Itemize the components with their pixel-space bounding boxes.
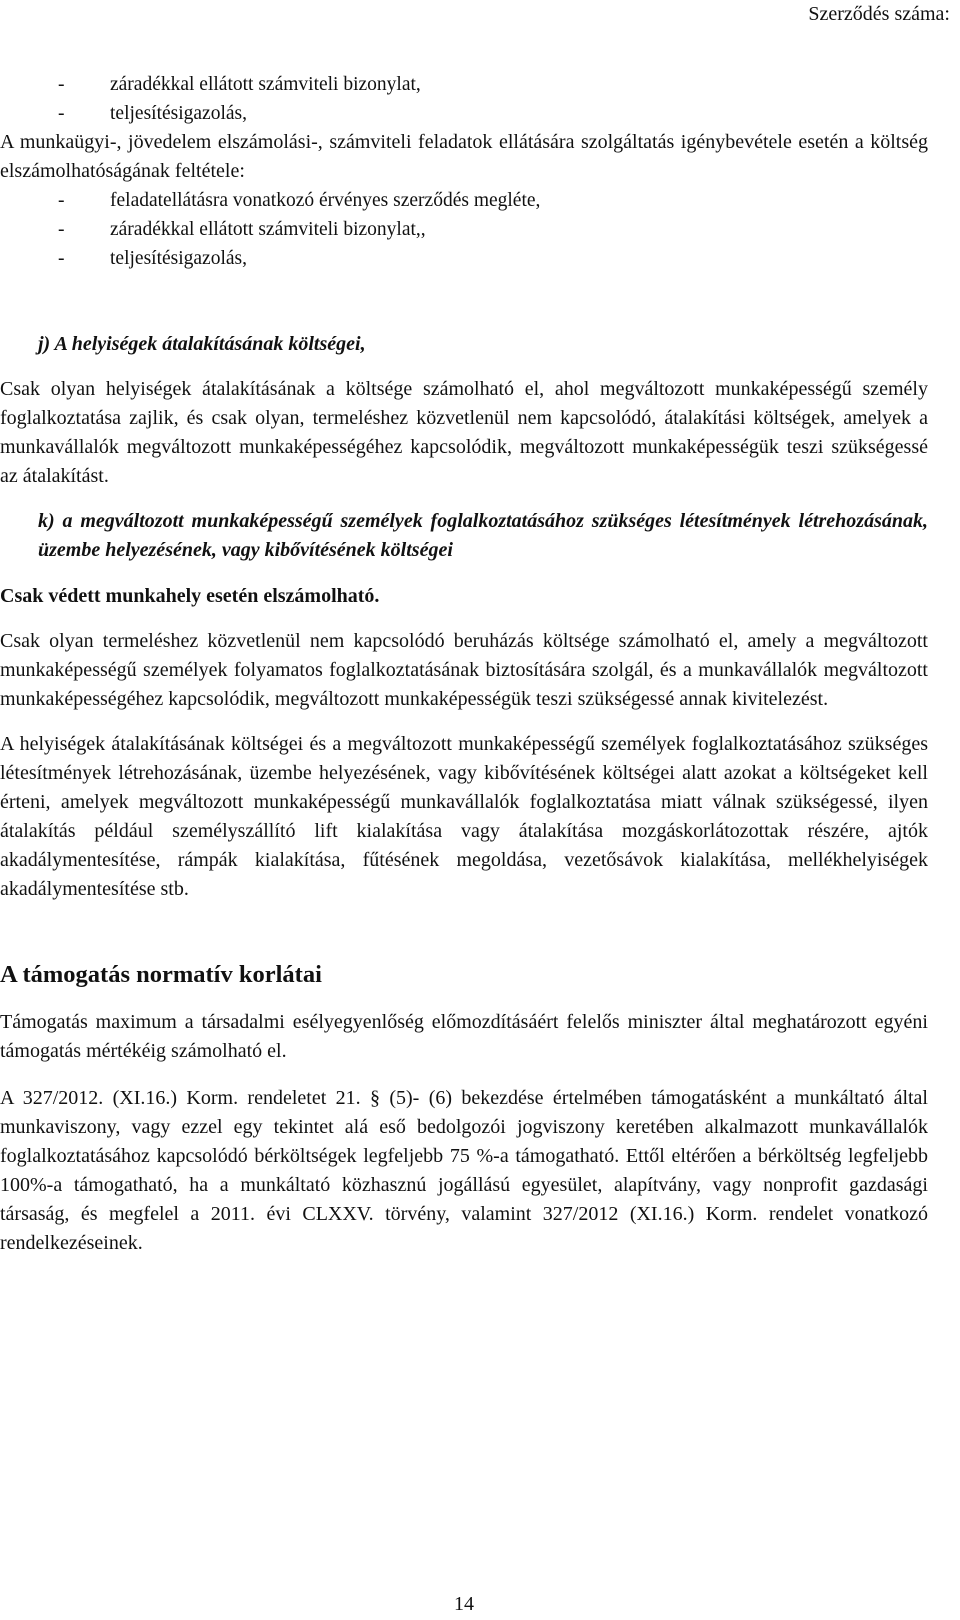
section-k-heading: k) a megváltozott munkaképességű személyek foglalkoztatásához szükséges létesítmények létrehozásának, üzembe helyezésének, vagy kibővítésének költségei <box>38 510 928 561</box>
list-item: - záradékkal ellátott számviteli bizonylat, <box>58 74 421 95</box>
section-limits-paragraph-1: Támogatás maximum a társadalmi esélyegyenlőség előmozdításáért felelős miniszter által meghatározott egyéni támogatás mértékéig számolható el. <box>0 1011 928 1062</box>
section-j-heading: j) A helyiségek átalakításának költségei, <box>38 333 366 355</box>
paragraph-munkaugyi: A munkaügyi-, jövedelem elszámolási-, számviteli feladatok ellátására szolgáltatás igénybevétele esetén a költség elszámolhatóságának feltétele: <box>0 131 928 182</box>
section-k-note: Csak védett munkahely esetén elszámolható. <box>0 585 380 607</box>
contract-number-label: Szerződés száma: <box>808 3 950 25</box>
section-k-paragraph-1: Csak olyan termeléshez közvetlenül nem kapcsolódó beruházás költsége számolható el, amely a megváltozott munkaképességű személyek folyamatos foglalkoztatásának biztosítására szolgál, és a munkavállalók megváltozott munkaképességéhez kapcsolódik, megváltozott munkaképességük teszi szükségessé annak kivitelezést. <box>0 630 928 710</box>
page-number: 14 <box>454 1593 474 1615</box>
list-item: - teljesítésigazolás, <box>58 103 247 124</box>
section-limits-heading: A támogatás normatív korlátai <box>0 961 322 988</box>
section-j-text: Csak olyan helyiségek átalakításának a költsége számolható el, ahol megváltozott munkaképességű személy foglalkoztatása zajlik, és csak olyan, termeléshez közvetlenül nem kapcsolódó, átalakítási költségek, amelyek a munkavállalók megváltozott munkaképességéhez kapcsolódik, megváltozott munkaképességük teszi szükségessé az átalakítást. <box>0 378 928 487</box>
section-limits-paragraph-2: A 327/2012. (XI.16.) Korm. rendeletet 21. § (5)- (6) bekezdése értelmében támogatásként a munkáltató által munkaviszony, vagy ezzel egy tekintet alá eső bedolgozói jogviszony keretében alkalmazott munkavállalók foglalkoztatásához kapcsolódó bérköltségek legfeljebb 75 %-a támogatható. Ettől eltérően a bérköltség legfeljebb 100%-a támogatható, ha a munkáltató közhasznú jogállású egyesület, alapítvány, vagy nonprofit gazdasági társaság, és megfelel a 2011. évi CLXXV. törvény, valamint 327/2012 (XI.16.) Korm. rendelet vonatkozó rendelkezéseinek. <box>0 1087 928 1254</box>
list-item: - teljesítésigazolás, <box>58 248 247 269</box>
list-item: - feladatellátásra vonatkozó érvényes szerződés megléte, <box>58 190 541 211</box>
document-body <box>0 70 928 1258</box>
section-k-paragraph-2: A helyiségek átalakításának költségei és a megváltozott munkaképességű személyek foglalkoztatásához szükséges létesítmények létrehozásának, üzembe helyezésének, vagy kibővítésének költségei alatt azokat a költségeket kell érteni, amelyek megváltozott munkaképességű munkavállalók foglalkoztatása miatt válnak szükségessé, ilyen átalakítás például személyszállító lift kialakítása vagy átalakítása mozgáskorlátozottak részére, ajtók akadálymentesítése, rámpák kialakítása, fűtésének megoldása, vezetősávok kialakítása, mellékhelyiségek akadálymentesítése stb. <box>0 733 928 900</box>
list-item: - záradékkal ellátott számviteli bizonylat,, <box>58 219 426 240</box>
